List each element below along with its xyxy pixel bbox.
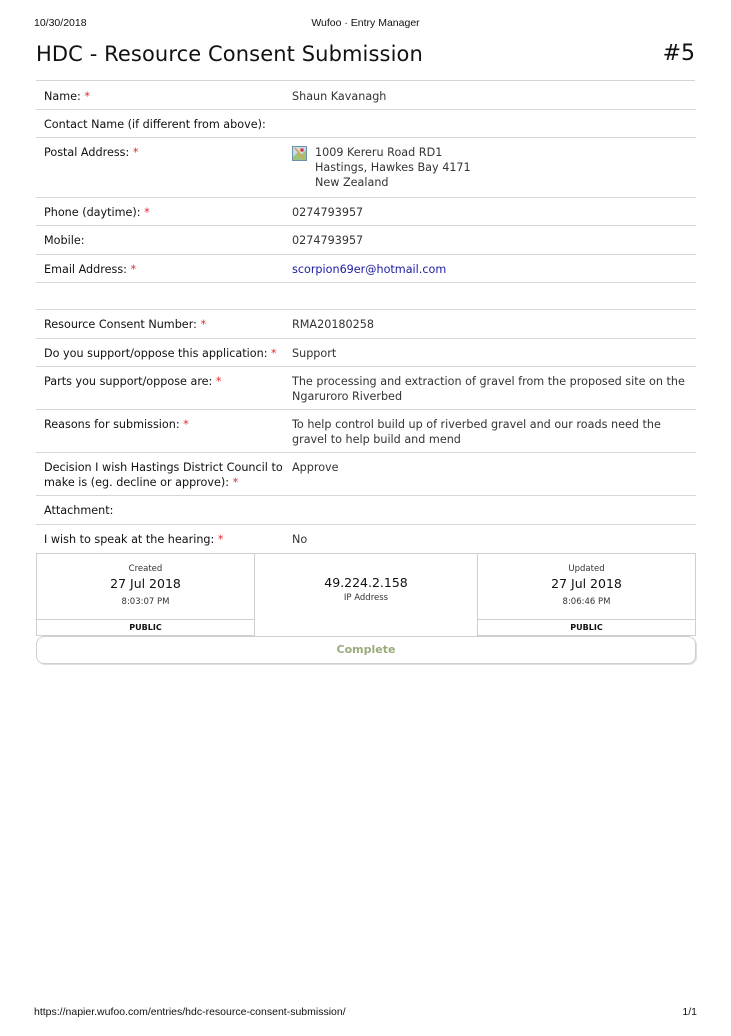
field-label: Decision I wish Hastings District Council to make is (eg. decline or approve):: [44, 461, 283, 489]
entry-meta: [36, 553, 696, 636]
required-mark: *: [183, 418, 189, 431]
field-row-contact-name: [36, 110, 696, 138]
status-badge: Complete: [36, 636, 696, 664]
field-row-reasons: [36, 410, 696, 453]
field-row-name: [36, 81, 696, 110]
field-value: No: [292, 533, 308, 546]
required-mark: *: [215, 375, 222, 388]
field-row-phone: [36, 198, 696, 226]
created-visibility: PUBLIC: [37, 619, 254, 636]
field-label: Resource Consent Number:: [44, 318, 197, 331]
updated-caption: Updated: [568, 564, 605, 574]
created-date: 27 Jul 2018: [110, 576, 181, 591]
field-row-speak-hearing: [36, 525, 696, 553]
field-label: Reasons for submission:: [44, 418, 180, 431]
updated-date: 27 Jul 2018: [551, 576, 622, 591]
field-value: Approve: [292, 461, 339, 474]
field-value: Shaun Kavanagh: [292, 90, 387, 103]
print-footer: [34, 1006, 697, 1020]
field-label: Attachment:: [44, 504, 114, 517]
print-page-title: Wufoo · Entry Manager: [311, 17, 420, 29]
field-value: 0274793957: [292, 234, 364, 247]
updated-visibility: PUBLIC: [478, 619, 695, 636]
required-mark: *: [217, 533, 224, 546]
field-row-parts: [36, 367, 696, 410]
address-line-2: Hastings, Hawkes Bay 4171: [315, 161, 471, 174]
field-label: Postal Address:: [44, 146, 130, 159]
field-row-attachment: [36, 496, 696, 525]
field-label: Name:: [44, 90, 81, 103]
field-row-mobile: [36, 226, 696, 255]
required-mark: *: [200, 318, 207, 331]
required-mark: *: [144, 206, 150, 219]
form-title: HDC - Resource Consent Submission: [36, 42, 423, 66]
print-url: https://napier.wufoo.com/entries/hdc-resource-consent-submission/: [34, 1006, 346, 1018]
postal-address: [292, 145, 688, 190]
required-mark: *: [271, 347, 277, 360]
field-label: Contact Name (if different from above):: [44, 118, 266, 131]
print-header: [34, 17, 697, 31]
field-value: The processing and extraction of gravel from the proposed site on the Ngaruroro Riverbed: [292, 375, 685, 403]
field-label: I wish to speak at the hearing:: [44, 533, 215, 546]
created-caption: Created: [128, 564, 163, 574]
ip-address: 49.224.2.158: [324, 575, 408, 590]
page-number: 1/1: [682, 1006, 697, 1018]
field-value: Support: [292, 347, 337, 360]
address-line-1: 1009 Kereru Road RD1: [315, 146, 443, 159]
field-value: 0274793957: [292, 206, 364, 219]
field-row-email: [36, 255, 696, 283]
updated-time: 8:06:46 PM: [562, 597, 611, 607]
address-line-3: New Zealand: [315, 176, 389, 189]
required-mark: *: [232, 476, 239, 489]
field-label: Mobile:: [44, 234, 85, 247]
created-time: 8:03:07 PM: [121, 597, 170, 607]
field-row-consent-number: [36, 310, 696, 339]
ip-info: [254, 554, 478, 636]
entry-number: #5: [662, 41, 695, 66]
field-label: Phone (daytime):: [44, 206, 141, 219]
field-label: Do you support/oppose this application:: [44, 347, 268, 360]
field-row-support-oppose: [36, 339, 696, 367]
field-row-postal-address: [36, 138, 696, 198]
required-mark: *: [84, 90, 90, 103]
required-mark: *: [130, 263, 137, 276]
form-title-bar: [36, 40, 695, 81]
entry-fields: [36, 81, 696, 553]
field-label: Email Address:: [44, 263, 127, 276]
field-label: Parts you support/oppose are:: [44, 375, 213, 388]
field-value: RMA20180258: [292, 318, 375, 331]
print-date: 10/30/2018: [34, 17, 87, 29]
field-value: To help control build up of riverbed gravel and our roads need the gravel to help build and mend: [292, 418, 661, 446]
email-link[interactable]: scorpion69er@hotmail.com: [292, 263, 447, 276]
updated-info: [478, 554, 696, 636]
ip-caption: IP Address: [343, 593, 389, 603]
required-mark: *: [132, 146, 139, 159]
field-row-decision: [36, 453, 696, 496]
section-spacer: [36, 283, 696, 310]
created-info: [36, 554, 254, 636]
map-icon[interactable]: [292, 146, 307, 161]
